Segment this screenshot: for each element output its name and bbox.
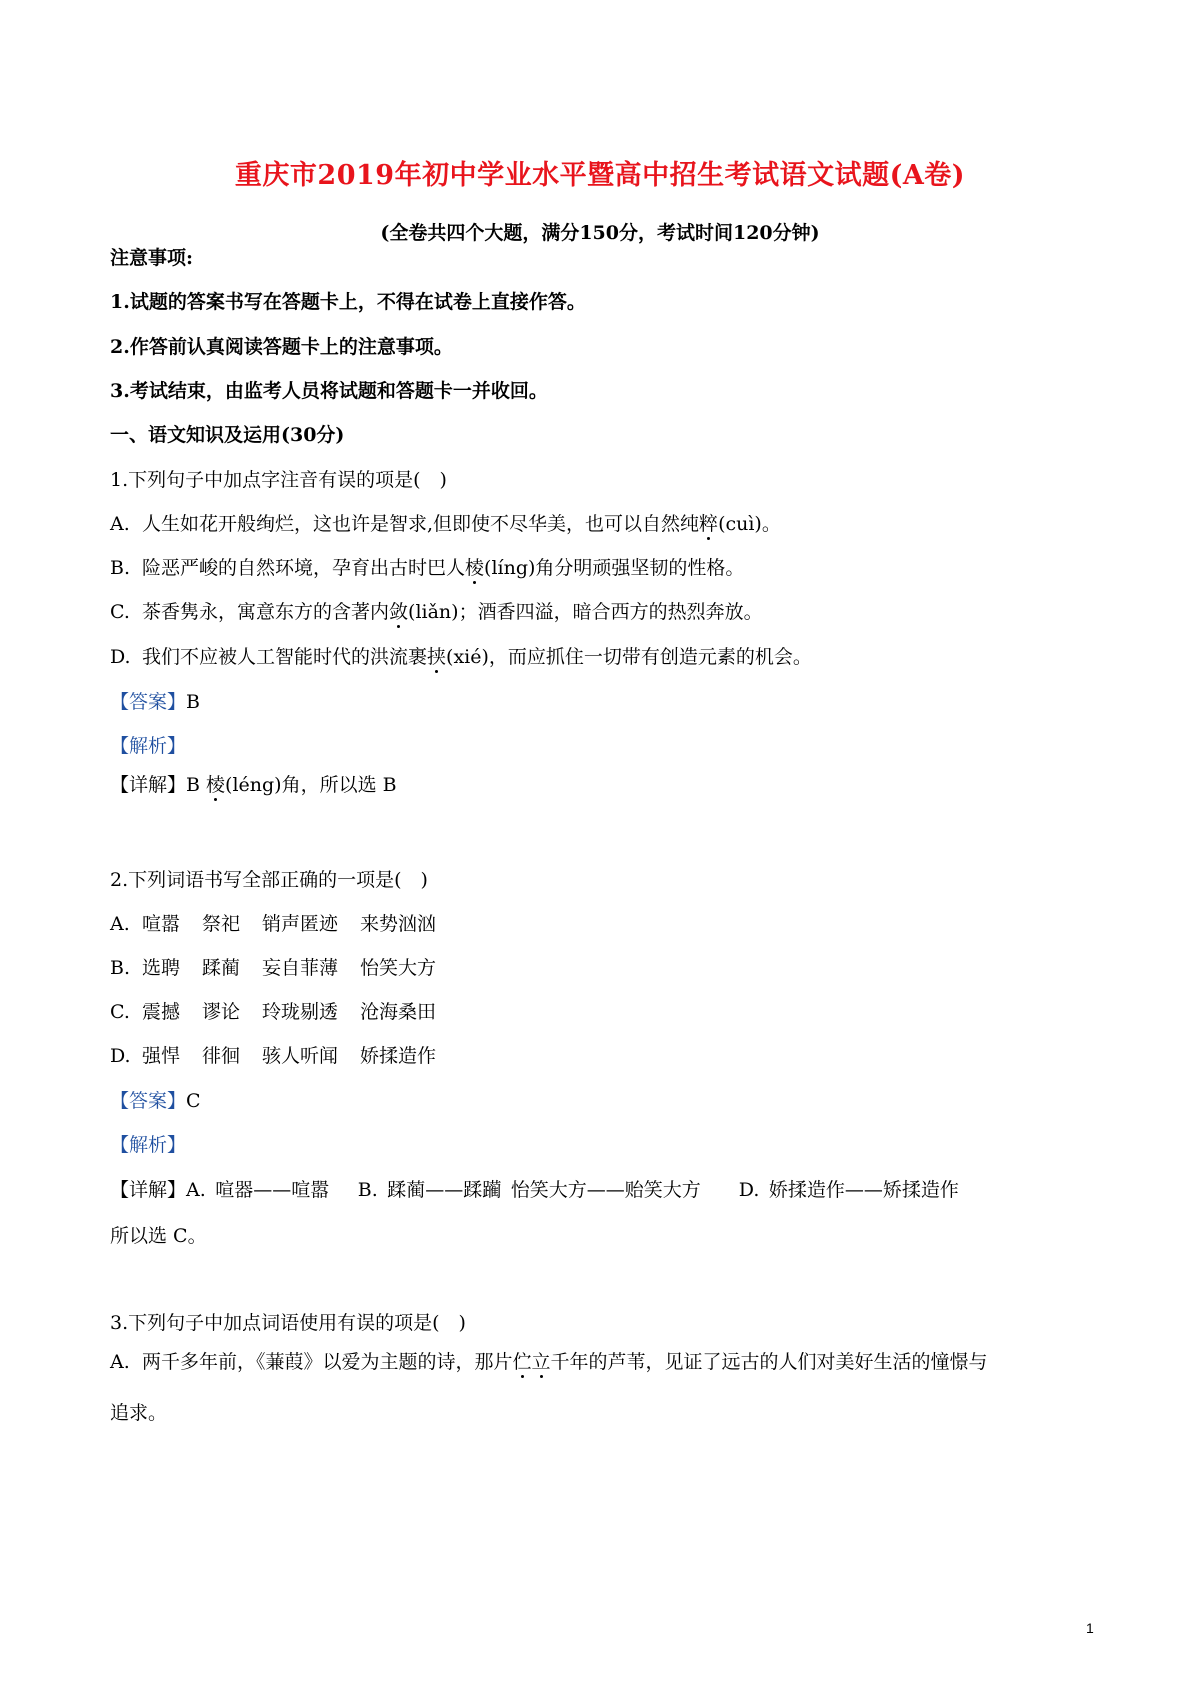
option-word: 沧海桑田 <box>360 1001 437 1023</box>
q2-option-b <box>110 954 1110 982</box>
q1-stem: 1.下列句子中加点字注音有误的项是( ) <box>110 469 447 491</box>
detail-text: B <box>186 774 207 796</box>
option-word: 徘徊 <box>202 1045 241 1067</box>
option-word: 喧嚣 <box>142 913 181 935</box>
option-letter: B. <box>110 557 131 579</box>
answer-value: B <box>186 691 200 713</box>
q2-answer <box>110 1087 1110 1115</box>
answer-value: C <box>186 1090 201 1112</box>
option-text-tail: (líng)角分明顽强坚韧的性格。 <box>484 557 745 579</box>
option-text: 险恶严峻的自然环境，孕育出古时巴人 <box>142 557 466 579</box>
q2-option-d <box>110 1042 1110 1070</box>
q1-option-c <box>110 598 1110 626</box>
q2-analysis-tag: 【解析】 <box>110 1134 187 1156</box>
q2-option-c <box>110 998 1110 1026</box>
q1-analysis-tag: 【解析】 <box>110 735 187 757</box>
dotted-char: 伫 <box>512 1351 532 1373</box>
option-letter: B. <box>110 957 131 979</box>
exam-title: 重庆市2019年初中学业水平暨高中招生考试语文试题(A卷) <box>234 160 966 191</box>
option-text: 茶香隽永，寓意东方的含著内 <box>142 601 390 623</box>
answer-tag: 【答案】 <box>110 1090 187 1112</box>
option-word: 强悍 <box>142 1045 181 1067</box>
option-word: 来势汹汹 <box>360 913 437 935</box>
dotted-char: 立 <box>531 1351 551 1373</box>
notice-heading: 注意事项: <box>110 247 194 269</box>
option-text-tail: 千年的芦苇，见证了远古的人们对美好生活的憧憬与 <box>550 1351 988 1373</box>
option-letter: C. <box>110 601 130 623</box>
option-text-tail: (liǎn)；酒香四溢，暗合西方的热烈奔放。 <box>408 601 763 623</box>
q2-detail <box>110 1176 1110 1204</box>
exam-subtitle: (全卷共四个大题，满分150分，考试时间120分钟) <box>380 222 820 244</box>
q2-detail-cont: 所以选 C。 <box>110 1225 207 1247</box>
option-word: 销声匿迹 <box>262 913 339 935</box>
answer-tag: 【答案】 <box>110 691 187 713</box>
q3-option-a <box>110 1348 1110 1376</box>
option-word: 蹂蔺 <box>202 957 241 979</box>
option-word: 怡笑大方 <box>360 957 437 979</box>
q3-option-a-cont: 追求。 <box>110 1402 168 1424</box>
q2-option-a <box>110 910 1110 938</box>
option-text: 人生如花开般绚烂，这也许是智求,但即使不尽华美，也可以自然纯 <box>142 513 700 535</box>
dotted-char: 敛 <box>389 601 409 623</box>
option-letter: A. <box>110 913 130 935</box>
option-word: 祭祀 <box>202 913 241 935</box>
option-word: 谬论 <box>202 1001 241 1023</box>
notice-item-1: 1.试题的答案书写在答题卡上，不得在试卷上直接作答。 <box>110 291 586 313</box>
option-text: 我们不应被人工智能时代的洪流裹 <box>142 646 428 668</box>
option-word: 选聘 <box>142 957 181 979</box>
dotted-char: 棱 <box>206 774 226 796</box>
option-text-tail: (xié)，而应抓住一切带有创造元素的机会。 <box>446 646 812 668</box>
dotted-char: 棱 <box>465 557 485 579</box>
option-text-tail: (cuì)。 <box>718 513 781 535</box>
option-text: 两千多年前，《蒹葭》以爱为主题的诗，那片 <box>142 1351 513 1373</box>
detail-text-tail: (léng)角，所以选 B <box>225 774 397 796</box>
option-word: 震撼 <box>142 1001 181 1023</box>
option-letter: C. <box>110 1001 130 1023</box>
option-letter: D. <box>110 1045 131 1067</box>
q1-detail <box>110 771 1110 799</box>
option-letter: A. <box>110 513 130 535</box>
option-word: 妄自菲薄 <box>262 957 339 979</box>
notice-item-2: 2.作答前认真阅读答题卡上的注意事项。 <box>110 336 453 358</box>
detail-tag: 【详解】 <box>110 774 187 796</box>
q1-option-a <box>110 510 1110 538</box>
notice-item-3: 3.考试结束，由监考人员将试题和答题卡一并收回。 <box>110 380 548 402</box>
q3-stem: 3.下列句子中加点词语使用有误的项是( ) <box>110 1312 466 1334</box>
q1-answer <box>110 688 1110 716</box>
option-word: 玲珑剔透 <box>262 1001 339 1023</box>
section-heading-1: 一、语文知识及运用(30分) <box>110 424 345 446</box>
q1-option-d <box>110 643 1110 671</box>
q1-option-b <box>110 554 1110 582</box>
option-word: 娇揉造作 <box>360 1045 437 1067</box>
dotted-char: 粹 <box>699 513 719 535</box>
page-number: 1 <box>1086 1620 1094 1636</box>
option-word: 骇人听闻 <box>262 1045 339 1067</box>
option-letter: D. <box>110 646 131 668</box>
q2-stem: 2.下列词语书写全部正确的一项是( ) <box>110 869 428 891</box>
option-letter: A. <box>110 1351 130 1373</box>
detail-text: A. 喧器——喧嚣 B. 蹂蔺——蹂躏 怡笑大方——贻笑大方 D. 娇揉造作——矫揉造作 <box>186 1179 959 1201</box>
detail-tag: 【详解】 <box>110 1179 187 1201</box>
dotted-char: 挟 <box>427 646 447 668</box>
